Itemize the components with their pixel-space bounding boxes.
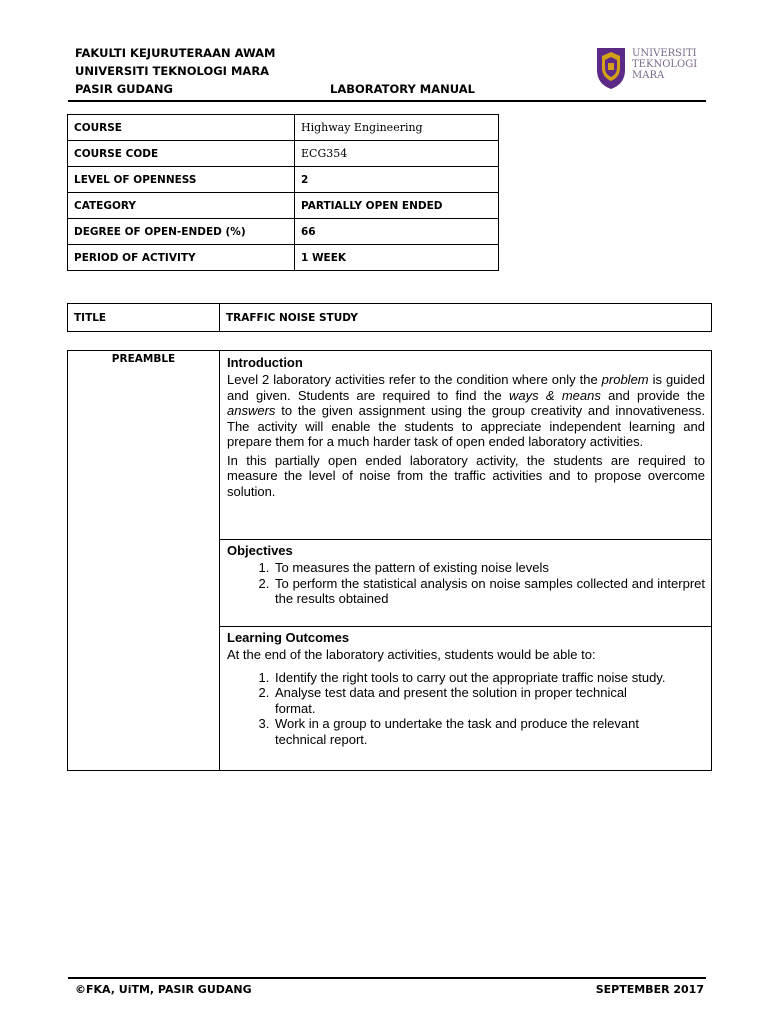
- course-info-table: [67, 114, 499, 271]
- info-value: 1 WEEK: [295, 245, 499, 271]
- logo-text-line: TEKNOLOGI: [632, 59, 698, 70]
- footer-date: SEPTEMBER 2017: [595, 983, 704, 996]
- intro-text: is guided and given. Students are required to find the: [227, 372, 705, 403]
- section-divider: [219, 626, 711, 627]
- info-label: COURSE CODE: [68, 141, 295, 167]
- info-label: PERIOD OF ACTIVITY: [68, 245, 295, 271]
- learning-outcomes-intro: At the end of the laboratory activities, students would be able to:: [227, 647, 596, 662]
- preamble-table: [67, 350, 712, 771]
- document-type: LABORATORY MANUAL: [330, 82, 475, 96]
- introduction-paragraph: [227, 372, 705, 450]
- intro-text: and provide the: [600, 387, 706, 403]
- list-item: 2. Analyse test data and present the solution in proper technical format.: [273, 685, 699, 716]
- title-value: TRAFFIC NOISE STUDY: [220, 304, 712, 332]
- introduction-paragraph-2: In this partially open ended laboratory activity, the students are required to measure the level of noise from the traffic activities and to propose overcome solution.: [227, 452, 705, 499]
- intro-emphasis: problem: [601, 372, 649, 387]
- info-value: ECG354: [295, 141, 499, 167]
- table-row: [68, 219, 499, 245]
- logo-text-line: MARA: [632, 70, 665, 81]
- crest-icon: [594, 46, 628, 90]
- footer-rule: [68, 977, 706, 979]
- table-row: [68, 245, 499, 271]
- table-row: [68, 304, 712, 332]
- preamble-label: PREAMBLE: [111, 353, 176, 365]
- intro-emphasis: answers: [227, 403, 276, 418]
- section-divider: [219, 539, 711, 540]
- info-value: 66: [295, 219, 499, 245]
- info-label: DEGREE OF OPEN-ENDED (%): [68, 219, 295, 245]
- university-name: UNIVERSITI TEKNOLOGI MARA: [75, 64, 270, 78]
- title-table: [67, 303, 712, 332]
- preamble-divider: [219, 351, 220, 770]
- info-label: CATEGORY: [68, 193, 295, 219]
- title-label: TITLE: [68, 304, 220, 332]
- faculty-name: FAKULTI KEJURUTERAAN AWAM: [75, 46, 276, 60]
- logo-text-line: UNIVERSITI: [632, 48, 697, 59]
- intro-text: Level 2 laboratory activities refer to the condition where only the: [227, 372, 602, 387]
- info-value: Highway Engineering: [295, 115, 499, 141]
- table-row: [68, 193, 499, 219]
- list-item: 1. Identify the right tools to carry out the appropriate traffic noise study.: [273, 670, 699, 686]
- objectives-section: [227, 543, 705, 607]
- learning-outcomes-heading: Learning Outcomes: [227, 630, 350, 645]
- uitm-logo: [592, 42, 704, 94]
- table-row: [68, 167, 499, 193]
- footer-copyright: ©FKA, UiTM, PASIR GUDANG: [75, 983, 252, 996]
- objectives-list: [227, 560, 705, 607]
- learning-outcomes-section: [227, 630, 705, 747]
- introduction-section: [227, 355, 705, 502]
- list-item: 1. To measures the pattern of existing noise levels: [273, 560, 705, 576]
- campus-name: PASIR GUDANG: [75, 82, 173, 96]
- objectives-heading: Objectives: [227, 543, 293, 558]
- info-label: COURSE: [68, 115, 295, 141]
- intro-text: to the given assignment using the group creativity and innovativeness. The activity will enable the students to appreciate independent learning and prepare them for a much harder task of open ended laboratory activities.: [227, 403, 705, 449]
- info-value: 2: [295, 167, 499, 193]
- list-item: 2. To perform the statistical analysis on noise samples collected and interpret the results obtained: [273, 576, 705, 607]
- table-row: [68, 141, 499, 167]
- table-row: [68, 115, 499, 141]
- learning-outcomes-list: [227, 670, 705, 748]
- info-value: PARTIALLY OPEN ENDED: [295, 193, 499, 219]
- list-item: 3. Work in a group to undertake the task and produce the relevant technical report.: [273, 716, 699, 747]
- header-rule: [68, 100, 706, 102]
- intro-emphasis: ways & means: [509, 387, 601, 403]
- introduction-heading: Introduction: [227, 355, 303, 370]
- info-label: LEVEL OF OPENNESS: [68, 167, 295, 193]
